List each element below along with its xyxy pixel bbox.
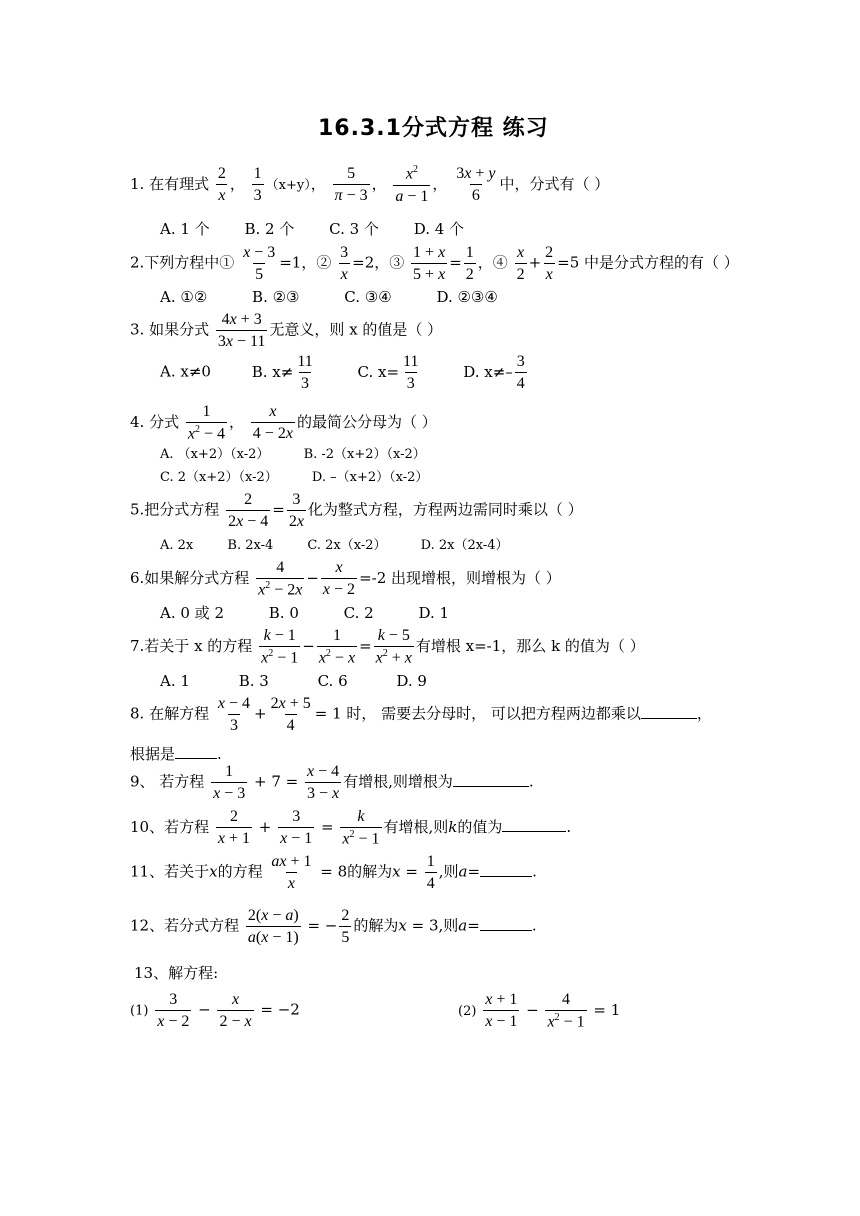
question-8: 8. 在解方程 $\frac{x - 4}{3}$ + $\frac{2x + 5}{4}$ = 1 时， 需要去分母时， 可以把方程两边都乘以 ， <box>130 695 712 735</box>
question-8-line2: 根据是 . <box>130 745 222 763</box>
q7-options <box>160 674 427 689</box>
q13-part-2: (2) $\frac{x + 1}{x - 1}$ − $\frac{4}{x^2 - 1}$ = 1 <box>458 991 621 1031</box>
q5-option-b: B. 2x-4 <box>227 538 274 553</box>
question-5: 5.把分式方程 $\frac{2}{2x - 4}$ = $\frac{3}{2x}$ 化为整式方程，方程两边需同时乘以（ ） <box>130 491 583 531</box>
q2-option-b: B. ②③ <box>252 288 300 306</box>
question-12: 12、若分式方程 $\frac{2(x - a)}{a(x - 1)}$ = − $\frac{2}{5}$ 的解为x = 3,则a= . <box>130 907 537 947</box>
q13-part-1: (1) $\frac{3}{x - 2}$ − $\frac{x}{2 - x}$ = −2 <box>130 991 300 1031</box>
page-title: 16.3.1分式方程 练习 <box>318 116 549 141</box>
q3-options <box>160 352 529 393</box>
q5-option-c: C. 2x（x-2） <box>307 538 387 553</box>
q3-option-c: C. x= $\frac{11}{3}$ <box>357 353 419 393</box>
q1-option-d: D. 4 个 <box>413 220 465 238</box>
q12-blank[interactable] <box>480 916 532 931</box>
question-13: 13、解方程: <box>134 964 219 982</box>
q2-options <box>160 290 498 305</box>
question-7: 7.若关于 x 的方程 $\frac{k - 1}{x^2 - 1}$ − $\frac{1}{x^2 - x}$ = $\frac{k - 5}{x^2 + x}$ 有增根 x=-1，那么 k 的值为（ ） <box>130 627 645 667</box>
question-11: 11、若关于x的方程 $\frac{ax + 1}{x}$ = 8的解为x = $\frac{1}{4}$ ,则a= . <box>130 853 537 893</box>
q8-blank-2[interactable] <box>175 744 217 759</box>
q4-options-row2 <box>160 471 428 484</box>
q4-option-b: B. -2（x+2）（x-2） <box>303 447 426 462</box>
q6-option-d: D. 1 <box>418 604 450 622</box>
q1-option-b: B. 2 个 <box>244 220 295 238</box>
q9-blank[interactable] <box>453 772 529 787</box>
q1-option-a: A. 1 个 <box>160 220 210 238</box>
q3-option-a: A. x≠0 <box>160 362 211 381</box>
q3-option-b: B. x≠ $\frac{11}{3}$ <box>251 353 313 393</box>
q1-option-c: C. 3 个 <box>329 220 379 238</box>
q6-option-c: C. 2 <box>343 604 374 622</box>
question-2: 2.下列方程中① $\frac{x - 3}{5}$ =1，② $\frac{3}{x}$ =2，③ $\frac{1 + x}{5 + x}$ = $\frac{1}{2}$ ，④ $\frac{x}{2}$ + $\frac{2}{x}$ =5 中是分式方程的有（ ） <box>130 244 739 284</box>
question-4: 4. 分式 $\frac{1}{x^2 - 4}$ ， $\frac{x}{4 - 2x}$ 的最简公分母为（ ） <box>130 403 437 443</box>
q5-option-a: A. 2x <box>160 538 194 553</box>
question-9: 9、 若方程 $\frac{1}{x - 3}$ + 7 = $\frac{x - 4}{3 - x}$ 有增根,则增根为 . <box>130 763 534 803</box>
q4-option-a: A. （x+2）（x-2） <box>160 447 270 462</box>
q4-option-d: D. –（x+2）（x-2） <box>311 470 429 485</box>
q7-option-a: A. 1 <box>160 672 190 690</box>
q11-blank[interactable] <box>480 862 532 877</box>
q6-option-a: A. 0 或 2 <box>160 604 224 622</box>
q4-option-c: C. 2（x+2）（x-2） <box>160 470 278 485</box>
q5-option-d: D. 2x（2x-4） <box>420 538 509 553</box>
q2-option-d: D. ②③④ <box>436 288 498 306</box>
q7-option-d: D. 9 <box>396 672 427 690</box>
q5-options <box>160 539 509 552</box>
q7-option-b: B. 3 <box>238 672 269 690</box>
question-3: 3. 如果分式 $\frac{4x + 3}{3x - 11}$ 无意义，则 x 的值是（ ） <box>130 311 443 351</box>
q2-option-c: C. ③④ <box>344 288 392 306</box>
q1-options <box>160 222 464 237</box>
question-6: 6.如果解分式方程 $\frac{4}{x^2 - 2x}$ − $\frac{x}{x - 2}$ =-2 出现增根，则增根为（ ） <box>130 559 561 599</box>
question-1: 1. 在有理式 $\frac{2}{x}$ ， $\frac{1}{3}$ （x+y）， $\frac{5}{\pi - 3}$ ， $\frac{x^2}{a - 1}$ ， $\frac{3x + y}{6}$ 中，分式有（ ） <box>130 164 610 205</box>
q4-options-row1 <box>160 448 426 461</box>
q8-blank-1[interactable] <box>641 704 697 719</box>
q6-options <box>160 606 449 621</box>
q2-option-a: A. ①② <box>160 288 208 306</box>
question-10: 10、若方程 $\frac{2}{x + 1}$ + $\frac{3}{x - 1}$ = $\frac{k}{x^2 - 1}$ 有增根,则k的值为 . <box>130 808 572 848</box>
q7-option-c: C. 6 <box>317 672 348 690</box>
q3-option-d: D. x≠– $\frac{3}{4}$ <box>463 353 525 393</box>
q10-blank[interactable] <box>502 817 566 832</box>
q6-option-b: B. 0 <box>268 604 299 622</box>
